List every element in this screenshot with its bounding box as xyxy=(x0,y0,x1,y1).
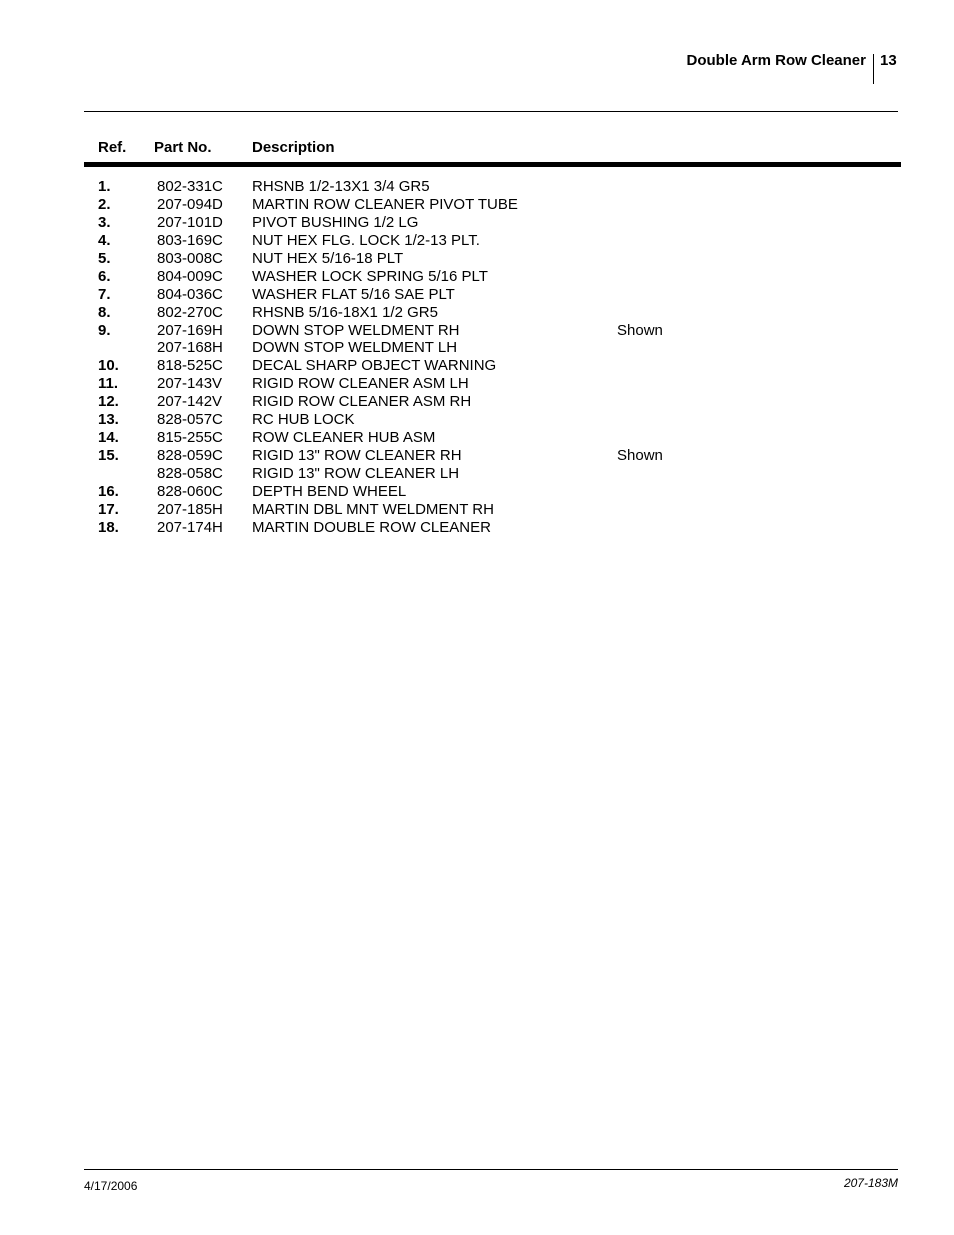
footer-rule xyxy=(84,1169,898,1170)
part-description: NUT HEX 5/16-18 PLT xyxy=(252,249,404,267)
table-row xyxy=(0,322,954,340)
part-number: 818-525C xyxy=(157,357,223,375)
header-rule xyxy=(84,111,898,112)
part-description: RC HUB LOCK xyxy=(252,411,355,429)
ref-number: 12. xyxy=(98,393,119,411)
part-number: 207-185H xyxy=(157,500,223,518)
part-number: 207-101D xyxy=(157,213,223,231)
ref-number: 13. xyxy=(98,411,119,429)
page-number: 13 xyxy=(880,52,897,69)
table-row xyxy=(0,214,954,232)
table-row xyxy=(0,465,954,483)
table-header-rule xyxy=(84,162,901,167)
table-row xyxy=(0,232,954,250)
part-number: 802-270C xyxy=(157,303,223,321)
table-row xyxy=(0,483,954,501)
part-number: 207-143V xyxy=(157,375,223,393)
table-row xyxy=(0,339,954,357)
document-number: 207-183M xyxy=(843,1176,898,1190)
part-number: 804-009C xyxy=(157,267,223,285)
table-row xyxy=(0,519,954,537)
part-description: RHSNB 5/16-18X1 1/2 GR5 xyxy=(252,303,438,321)
table-row xyxy=(0,447,954,465)
table-row xyxy=(0,501,954,519)
part-description: PIVOT BUSHING 1/2 LG xyxy=(252,213,419,231)
ref-number: 1. xyxy=(98,178,111,195)
table-row xyxy=(0,178,954,196)
part-note: Shown xyxy=(617,321,663,339)
part-description: MARTIN DOUBLE ROW CLEANER xyxy=(252,518,491,536)
part-description: MARTIN DBL MNT WELDMENT RH xyxy=(252,500,494,518)
part-number: 207-169H xyxy=(157,321,223,339)
ref-number: 4. xyxy=(98,231,111,249)
ref-number: 8. xyxy=(98,303,111,321)
part-number: 828-058C xyxy=(157,465,223,482)
part-number: 804-036C xyxy=(157,285,223,303)
ref-number: 15. xyxy=(98,447,119,465)
table-row xyxy=(0,250,954,268)
part-number: 828-057C xyxy=(157,411,223,429)
part-description: RIGID 13" ROW CLEANER RH xyxy=(252,447,462,465)
table-header xyxy=(0,139,954,159)
part-description: WASHER LOCK SPRING 5/16 PLT xyxy=(252,267,488,285)
part-number: 207-174H xyxy=(157,518,223,536)
part-number: 828-059C xyxy=(157,447,223,465)
part-description: DECAL SHARP OBJECT WARNING xyxy=(252,357,497,375)
table-row xyxy=(0,196,954,214)
column-header-ref: Ref. xyxy=(98,139,127,156)
revision-date: 4/17/2006 xyxy=(84,1179,138,1193)
table-row xyxy=(0,357,954,375)
section-title: Double Arm Row Cleaner xyxy=(686,52,866,69)
ref-number: 14. xyxy=(98,429,119,447)
part-description: RIGID ROW CLEANER ASM LH xyxy=(252,375,469,393)
ref-number: 10. xyxy=(98,357,119,375)
part-description: RHSNB 1/2-13X1 3/4 GR5 xyxy=(252,178,430,195)
parts-list xyxy=(0,178,954,537)
ref-number: 16. xyxy=(98,482,119,500)
part-number: 207-094D xyxy=(157,195,223,213)
ref-number: 18. xyxy=(98,518,119,536)
part-description: ROW CLEANER HUB ASM xyxy=(252,429,436,447)
part-number: 803-169C xyxy=(157,231,223,249)
part-description: RIGID ROW CLEANER ASM RH xyxy=(252,393,472,411)
part-number: 802-331C xyxy=(157,178,223,195)
part-number: 207-168H xyxy=(157,339,223,357)
ref-number: 7. xyxy=(98,285,111,303)
part-number: 803-008C xyxy=(157,249,223,267)
part-description: DEPTH BEND WHEEL xyxy=(252,482,407,500)
column-header-part-no: Part No. xyxy=(154,139,212,156)
table-row xyxy=(0,411,954,429)
ref-number: 11. xyxy=(98,375,119,393)
part-number: 207-142V xyxy=(157,393,223,411)
ref-number: 17. xyxy=(98,500,119,518)
ref-number: 2. xyxy=(98,195,111,213)
ref-number: 9. xyxy=(98,321,111,339)
part-description: WASHER FLAT 5/16 SAE PLT xyxy=(252,285,455,303)
ref-number: 3. xyxy=(98,213,111,231)
part-number: 815-255C xyxy=(157,429,223,447)
table-row xyxy=(0,268,954,286)
part-description: DOWN STOP WELDMENT RH xyxy=(252,321,460,339)
part-note: Shown xyxy=(617,447,663,465)
part-number: 828-060C xyxy=(157,482,223,500)
part-description: RIGID 13" ROW CLEANER LH xyxy=(252,465,460,482)
table-row xyxy=(0,429,954,447)
part-description: MARTIN ROW CLEANER PIVOT TUBE xyxy=(252,195,518,213)
table-row xyxy=(0,393,954,411)
ref-number: 5. xyxy=(98,249,111,267)
ref-number: 6. xyxy=(98,267,111,285)
part-description: DOWN STOP WELDMENT LH xyxy=(252,339,458,357)
table-row xyxy=(0,304,954,322)
table-row xyxy=(0,375,954,393)
table-row xyxy=(0,286,954,304)
header-divider xyxy=(873,54,874,84)
column-header-description: Description xyxy=(252,139,335,156)
part-description: NUT HEX FLG. LOCK 1/2-13 PLT. xyxy=(252,231,480,249)
